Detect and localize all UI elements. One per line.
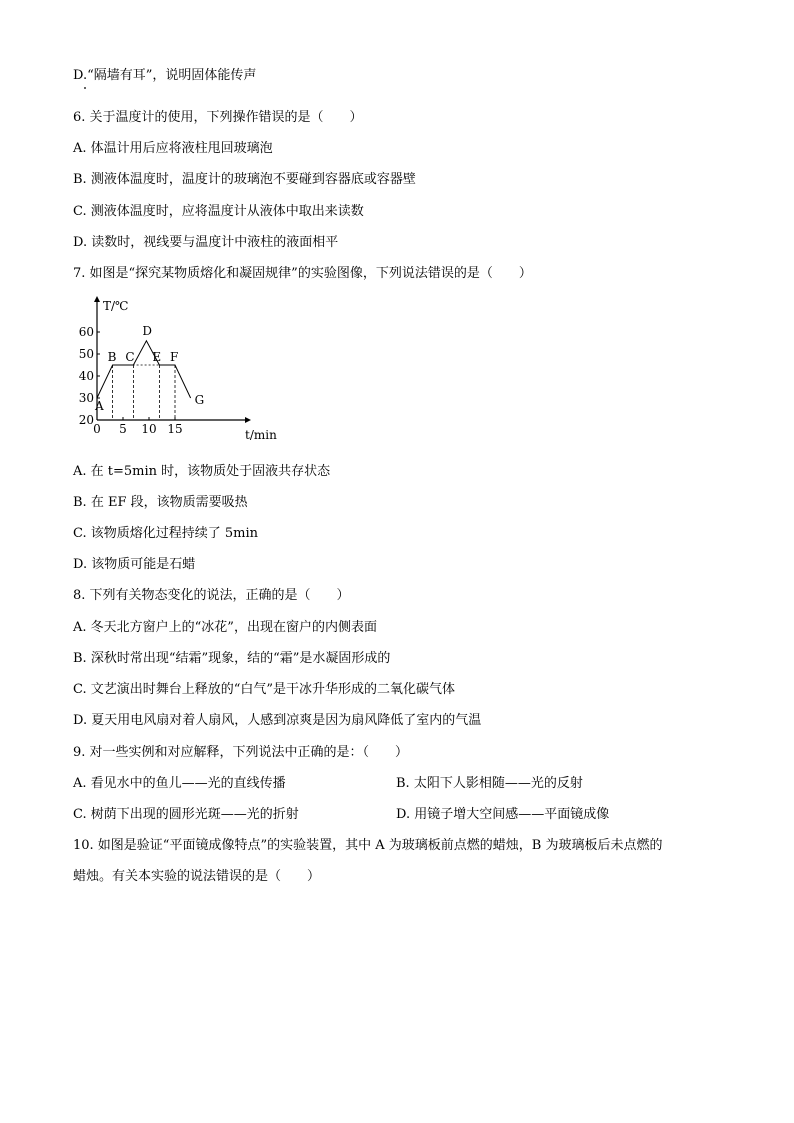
y-tick-label: 60	[78, 325, 94, 339]
question-8-option-a: A. 冬天北方窗户上的“冰花”，出现在窗户的内侧表面	[73, 620, 377, 635]
point-label-a: A	[95, 399, 104, 413]
question-7-option-c: C. 该物质熔化过程持续了 5min	[73, 526, 259, 541]
question-6-option-c: C. 测液体温度时，应将温度计从液体中取出来读数	[73, 204, 364, 219]
question-7: 7. 如图是“探究某物质熔化和凝固规律”的实验图像，下列说法错误的是（ ）	[73, 266, 532, 281]
question-7-option-a: A. 在 t=5min 时，该物质处于固液共存状态	[73, 464, 331, 479]
y-axis-label: T/℃	[103, 299, 129, 313]
y-tick-label: 40	[78, 369, 94, 383]
question-9-option-b: B. 太阳下人影相随——光的反射	[396, 776, 583, 791]
point-label-b: B	[107, 350, 117, 364]
question-7-option-b: B. 在 EF 段，该物质需要吸热	[73, 495, 248, 510]
question-8-option-d: D. 夏天用电风扇对着人扇风，人感到凉爽是因为扇风降低了室内的气温	[73, 713, 482, 728]
question-9-option-c: C. 树荫下出现的圆形光斑——光的折射	[73, 807, 299, 822]
question-10-line-2: 蜡烛。有关本实验的说法错误的是（ ）	[73, 869, 321, 884]
y-tick-label: 30	[78, 391, 94, 405]
x-tick-label: 10	[141, 422, 157, 436]
point-label-g: G	[194, 393, 205, 407]
x-tick-label: 15	[167, 422, 183, 436]
question-9-option-d: D. 用镜子增大空间感——平面镜成像	[396, 807, 610, 822]
x-axis-arrow	[245, 417, 251, 423]
point-label-e: E	[152, 350, 162, 364]
question-5-option-d: D.“隔墙有耳”，说明固体能传声	[73, 68, 257, 83]
stray-dot	[84, 87, 86, 89]
question-9-option-a: A. 看见水中的鱼儿——光的直线传播	[73, 776, 286, 791]
x-tick-label: 5	[119, 422, 127, 436]
question-10-line-1: 10. 如图是验证“平面镜成像特点”的实验装置，其中 A 为玻璃板前点燃的蜡烛，B 为玻璃板后未点燃的	[73, 838, 663, 853]
question-6: 6. 关于温度计的使用，下列操作错误的是（ ）	[73, 110, 363, 125]
question-7-option-d: D. 该物质可能是石蜡	[73, 557, 196, 572]
question-6-option-b: B. 测液体温度时，温度计的玻璃泡不要碰到容器底或容器壁	[73, 172, 416, 187]
point-label-d: D	[142, 323, 153, 338]
point-label-f: F	[170, 350, 179, 364]
melting-chart	[73, 292, 293, 447]
question-6-option-a: A. 体温计用后应将液柱甩回玻璃泡	[73, 141, 273, 156]
question-8: 8. 下列有关物态变化的说法，正确的是（ ）	[73, 588, 350, 603]
y-tick-label: 50	[78, 347, 94, 361]
x-tick-label: 0	[93, 422, 101, 436]
x-axis-label: t/min	[245, 428, 277, 442]
y-tick-label: 20	[78, 413, 94, 427]
question-8-option-b: B. 深秋时常出现“结霜”现象，结的“霜”是水凝固形成的	[73, 651, 391, 666]
question-9: 9. 对一些实例和对应解释，下列说法中正确的是：（ ）	[73, 745, 409, 760]
question-6-option-d: D. 读数时，视线要与温度计中液柱的液面相平	[73, 235, 339, 250]
question-8-option-c: C. 文艺演出时舞台上释放的“白气”是干冰升华形成的二氧化碳气体	[73, 682, 456, 697]
y-axis-arrow	[94, 296, 100, 302]
point-label-c: C	[125, 350, 135, 364]
